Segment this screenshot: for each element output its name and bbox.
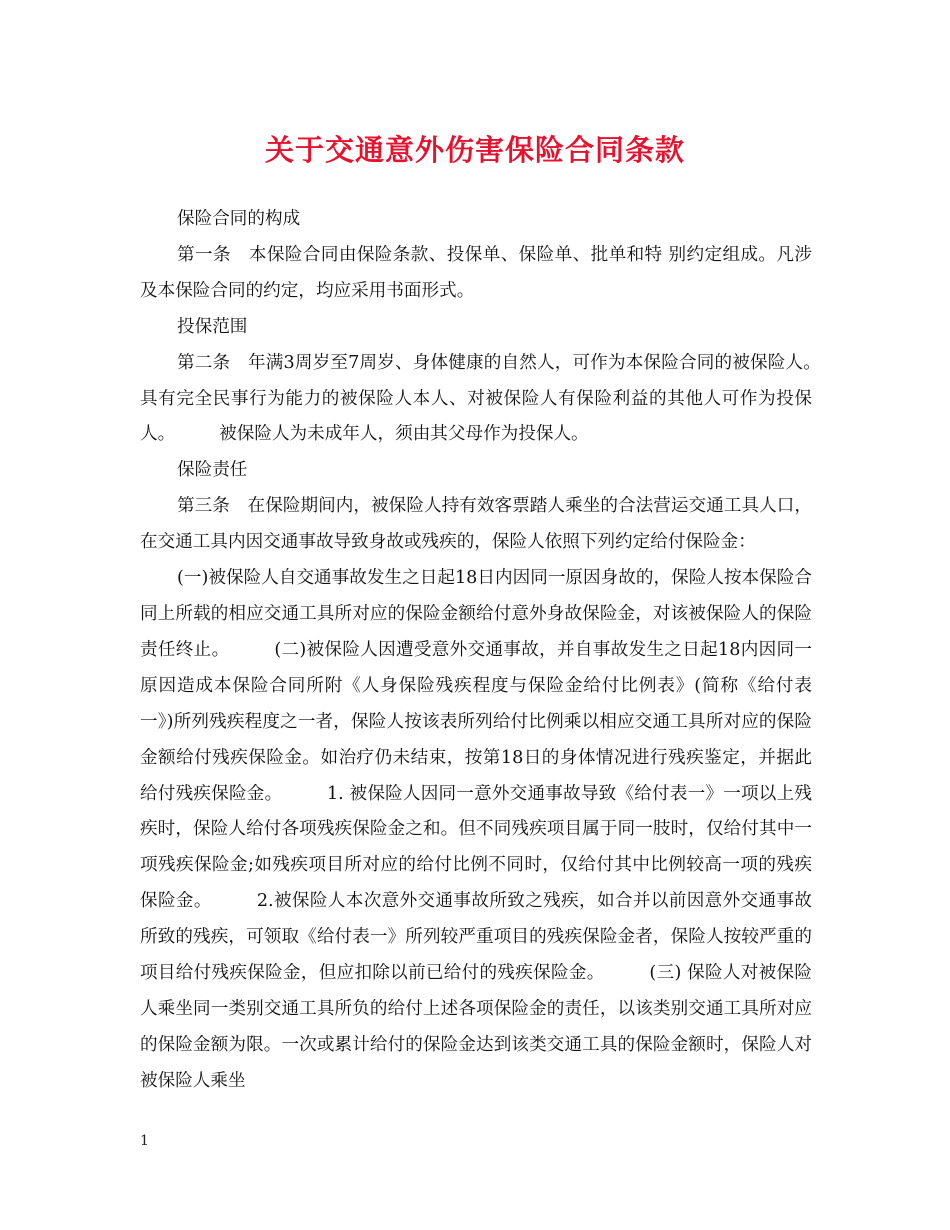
article-3-clauses: (一)被保险人自交通事故发生之日起18日内因同一原因身故的，保险人按本保险合同上所载的相应交通工具所对应的保险金额给付意外身故保险金，对该被保险人的保险责任终止。 (二)被保险人因遭受意外交通事故，并自事故发生之日起18内因同一原因造成本保险合同所附《人身保险残疾程度与保险金给付比例表》(简称《给付表一》)所列残疾程度之一者，保险人按该表所列给付比例乘以相应交通工具所对应的保险金额给付残疾保险金。如治疗仍未结束，按第18日的身体情况进行残疾鉴定，并据此给付残疾保险金。 1. 被保险人因同一意外交通事故导致《给付表一》一项以上残疾时，保险人给付各项残疾保险金之和。但不同残疾项目属于同一肢时，仅给付其中一项残疾保险金;如残疾项目所对应的给付比例不同时，仅给付其中比例较高一项的残疾保险金。 2.被保险人本次意外交通事故所致之残疾，如合并以前因意外交通事故所致的残疾，可领取《给付表一》所列较严重项目的残疾保险金者，保险人按较严重的项目给付残疾保险金，但应扣除以前已给付的残疾保险金。 (三) 保险人对被保险人乘坐同一类别交通工具所负的给付上述各项保险金的责任，以该类别交通工具所对应的保险金额为限。一次或累计给付的保险金达到该类交通工具的保险金额时，保险人对被保险人乘坐 (140, 568, 812, 1091)
page-number: 1 (140, 1133, 149, 1149)
section-heading-liability: 保险责任 (177, 460, 248, 481)
article-2: 第二条 年满3周岁至7周岁、身体健康的自然人，可作为本保险合同的被保险人。 具有完全民事行为能力的被保险人本人、对被保险人有保险利益的其他人可作为投保人。 被保险人为未成年人，须由其父母作为投保人。 (140, 352, 865, 445)
document-title: 关于交通意外伤害保险合同条款 (264, 133, 685, 167)
article-1: 第一条 本保险合同由保险条款、投保单、保险单、批单和特 别约定组成。凡涉及本保险合同的约定，均应采用书面形式。 (140, 244, 812, 301)
section-heading-composition: 保险合同的构成 (177, 209, 301, 229)
document-body (140, 202, 865, 1100)
article-3: 第三条 在保险期间内，被保险人持有效客票踏人乘坐的合法营运交通工具人口，在交通工具内因交通事故导致身故或残疾的，保险人依照下列约定给付保险金： (140, 496, 812, 553)
section-heading-scope: 投保范围 (177, 316, 248, 337)
